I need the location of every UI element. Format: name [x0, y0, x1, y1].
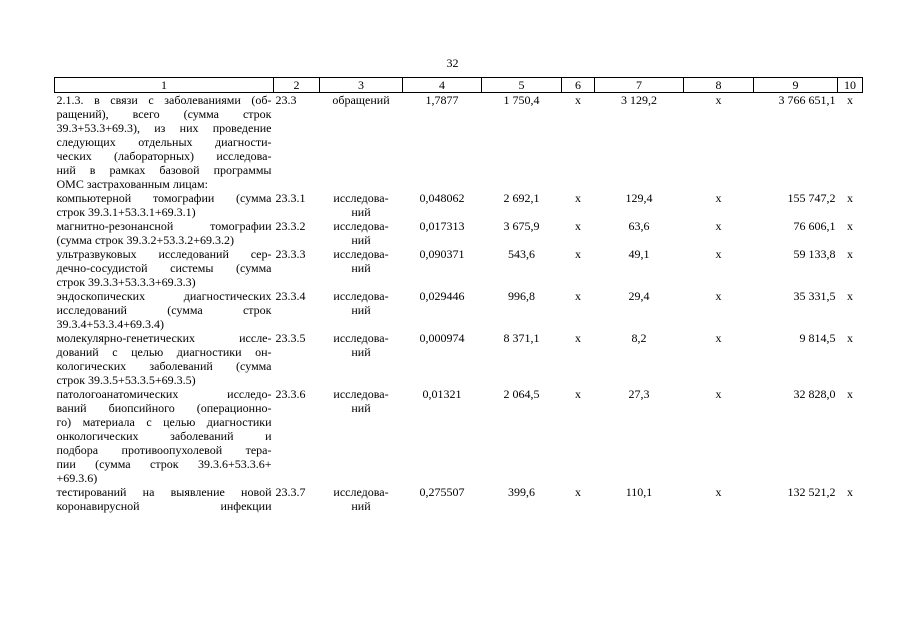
row-name-line: ваний биопсийного (операционно- — [56, 401, 272, 415]
row-name-line: дечно-сосудистой системы (сумма — [56, 261, 272, 275]
row-value-cell-5: 399,6 — [508, 485, 535, 499]
row-value-cell-7: 129,4 — [625, 191, 653, 205]
row-value-cell-7: 49,1 — [628, 247, 650, 261]
row-value-cell-4: 0,029446 — [419, 289, 465, 303]
row-value-cell-10: х — [847, 191, 853, 205]
row-value-cell-8: х — [715, 289, 722, 303]
row-value-cell-4: 0,275507 — [419, 485, 465, 499]
row-unit-line: ний — [351, 261, 371, 275]
table-row — [55, 93, 863, 192]
row-code-cell: 23.3.4 — [275, 289, 306, 303]
row-value-cell-4: 1,7877 — [425, 93, 459, 107]
row-name-line: дований с целью диагностики он- — [56, 345, 272, 359]
column-header: 10 — [838, 78, 863, 93]
row-value-cell-7: 29,4 — [628, 289, 650, 303]
row-name-line: следующих отдельных диагности- — [56, 135, 272, 149]
row-value-cell-8: х — [715, 331, 722, 345]
row-value-cell-7: 27,3 — [628, 387, 650, 401]
row-code-cell: 23.3.3 — [275, 247, 306, 261]
row-unit-line: обращений — [332, 93, 390, 107]
page-number: 32 — [446, 56, 459, 70]
row-unit-cell — [320, 191, 403, 219]
row-name-line: онкологических заболеваний и — [56, 429, 272, 443]
row-value-cell-5: 543,6 — [508, 247, 535, 261]
row-name-line: 2.1.3. в связи с заболеваниями (об- — [56, 93, 272, 107]
row-unit-line: исследова- — [333, 247, 389, 261]
row-value-cell-8: х — [715, 93, 722, 107]
row-value-cell-9: 132 521,2 — [787, 485, 836, 499]
column-header: 1 — [55, 78, 274, 93]
column-header: 6 — [562, 78, 595, 93]
row-value-cell-7: 63,6 — [628, 219, 650, 233]
column-header: 3 — [320, 78, 403, 93]
row-unit-line: ний — [351, 499, 371, 513]
row-value-cell-5: 2 692,1 — [503, 191, 540, 205]
row-name-cell — [55, 485, 274, 513]
row-name-cell — [55, 219, 274, 247]
row-value-cell-6: х — [575, 387, 581, 401]
row-value-cell-8: х — [715, 387, 722, 401]
row-name-line: исследований (сумма строк — [56, 303, 272, 317]
table-row — [55, 485, 863, 513]
row-unit-line: исследова- — [333, 219, 389, 233]
row-name-cell — [55, 93, 274, 192]
row-value-cell-10: х — [847, 219, 853, 233]
row-value-cell-6: х — [575, 289, 581, 303]
row-value-cell-5: 996,8 — [508, 289, 535, 303]
row-unit-line: исследова- — [333, 191, 389, 205]
row-name-line: компьютерной томографии (сумма — [56, 191, 272, 205]
table-row — [55, 247, 863, 289]
row-name-line: ческих (лабораторных) исследова- — [56, 149, 272, 163]
table-row — [55, 387, 863, 485]
row-value-cell-6: х — [575, 191, 581, 205]
row-unit-cell — [320, 387, 403, 485]
row-value-cell-4: 0,090371 — [419, 247, 465, 261]
row-value-cell-4: 0,048062 — [419, 191, 465, 205]
row-name-line: +69.3.6) — [56, 471, 98, 485]
row-unit-line: исследова- — [333, 485, 389, 499]
row-name-line: молекулярно-генетических иссле- — [56, 331, 272, 345]
row-value-cell-10: х — [847, 289, 853, 303]
row-value-cell-6: х — [575, 485, 581, 499]
row-name-line: строк 39.3.5+53.3.5+69.3.5) — [56, 373, 196, 387]
row-value-cell-5: 2 064,5 — [503, 387, 540, 401]
row-name-line: ультразвуковых исследований сер- — [56, 247, 272, 261]
table-row — [55, 219, 863, 247]
row-code-cell: 23.3.5 — [275, 331, 306, 345]
column-header: 4 — [403, 78, 482, 93]
table-body — [55, 93, 863, 514]
row-code-cell: 23.3.7 — [275, 485, 306, 499]
row-name-line: ОМС застрахованным лицам: — [56, 177, 208, 191]
row-value-cell-9: 3 766 651,1 — [778, 93, 836, 107]
row-code-cell: 23.3 — [275, 93, 297, 107]
row-name-line: пии (сумма строк 39.3.6+53.3.6+ — [56, 457, 272, 471]
row-value-cell-7: 8,2 — [631, 331, 647, 345]
row-value-cell-5: 8 371,1 — [503, 331, 540, 345]
row-value-cell-10: х — [847, 331, 853, 345]
row-name-line: патологоанатомических исследо- — [56, 387, 272, 401]
row-name-line: строк 39.3.1+53.3.1+69.3.1) — [56, 205, 196, 219]
row-name-line: го) материала с целью диагностики — [56, 415, 272, 429]
column-header: 8 — [684, 78, 754, 93]
row-name-line: коронавирусной инфекции — [56, 499, 272, 513]
row-value-cell-9: 59 133,8 — [793, 247, 836, 261]
row-value-cell-9: 155 747,2 — [787, 191, 836, 205]
row-code-cell: 23.3.6 — [275, 387, 306, 401]
row-name-cell — [55, 387, 274, 485]
row-value-cell-4: 0,000974 — [419, 331, 465, 345]
row-name-cell — [55, 331, 274, 387]
row-unit-cell — [320, 485, 403, 513]
row-value-cell-6: х — [575, 93, 581, 107]
row-code-cell: 23.3.1 — [275, 191, 306, 205]
table-row — [55, 191, 863, 219]
row-value-cell-7: 3 129,2 — [621, 93, 657, 107]
table-row — [55, 331, 863, 387]
data-table — [54, 77, 863, 513]
row-value-cell-10: х — [847, 387, 853, 401]
row-value-cell-8: х — [715, 191, 722, 205]
row-unit-line: исследова- — [333, 387, 389, 401]
row-unit-cell — [320, 93, 403, 192]
row-value-cell-8: х — [715, 219, 722, 233]
row-name-line: эндоскопических диагностических — [56, 289, 272, 303]
row-name-line: тестирований на выявление новой — [56, 485, 272, 499]
row-value-cell-4: 0,01321 — [422, 387, 462, 401]
row-unit-line: ний — [351, 205, 371, 219]
row-unit-cell — [320, 331, 403, 387]
row-value-cell-7: 110,1 — [625, 485, 653, 499]
row-value-cell-8: х — [715, 247, 722, 261]
row-value-cell-4: 0,017313 — [419, 219, 465, 233]
row-name-line: ний в рамках базовой программы — [56, 163, 272, 177]
row-name-line: магнитно-резонансной томографии — [56, 219, 272, 233]
row-name-line: строк 39.3.3+53.3.3+69.3.3) — [56, 275, 196, 289]
row-unit-cell — [320, 247, 403, 289]
row-value-cell-5: 3 675,9 — [503, 219, 540, 233]
row-unit-line: ний — [351, 401, 371, 415]
row-unit-line: ний — [351, 345, 371, 359]
row-unit-line: исследова- — [333, 289, 389, 303]
row-value-cell-6: х — [575, 331, 581, 345]
column-header: 9 — [754, 78, 838, 93]
table-header-row — [55, 78, 863, 93]
row-unit-line: ний — [351, 303, 371, 317]
row-value-cell-9: 32 828,0 — [793, 387, 836, 401]
row-name-line: 39.3.4+53.3.4+69.3.4) — [56, 317, 165, 331]
row-value-cell-9: 76 606,1 — [793, 219, 836, 233]
column-header: 2 — [274, 78, 320, 93]
row-value-cell-8: х — [715, 485, 722, 499]
column-header: 7 — [595, 78, 684, 93]
row-value-cell-6: х — [575, 247, 581, 261]
row-value-cell-9: 9 814,5 — [799, 331, 836, 345]
row-name-line: подбора противоопухолевой тера- — [56, 443, 272, 457]
row-name-line: 39.3+53.3+69.3), из них проведение — [56, 121, 272, 135]
row-value-cell-9: 35 331,5 — [793, 289, 836, 303]
row-name-line: (сумма строк 39.3.2+53.3.2+69.3.2) — [56, 233, 235, 247]
row-value-cell-10: х — [847, 247, 853, 261]
row-name-cell — [55, 247, 274, 289]
row-name-cell — [55, 191, 274, 219]
row-value-cell-5: 1 750,4 — [503, 93, 540, 107]
row-unit-line: ний — [351, 233, 371, 247]
row-name-cell — [55, 289, 274, 331]
row-name-line: ращений), всего (сумма строк — [56, 107, 272, 121]
column-header: 5 — [482, 78, 562, 93]
row-value-cell-10: х — [847, 93, 853, 107]
row-unit-cell — [320, 219, 403, 247]
row-unit-cell — [320, 289, 403, 331]
row-value-cell-10: х — [847, 485, 853, 499]
row-value-cell-6: х — [575, 219, 581, 233]
row-code-cell: 23.3.2 — [275, 219, 306, 233]
row-name-line: кологических заболеваний (сумма — [56, 359, 272, 373]
table-row — [55, 289, 863, 331]
row-unit-line: исследова- — [333, 331, 389, 345]
